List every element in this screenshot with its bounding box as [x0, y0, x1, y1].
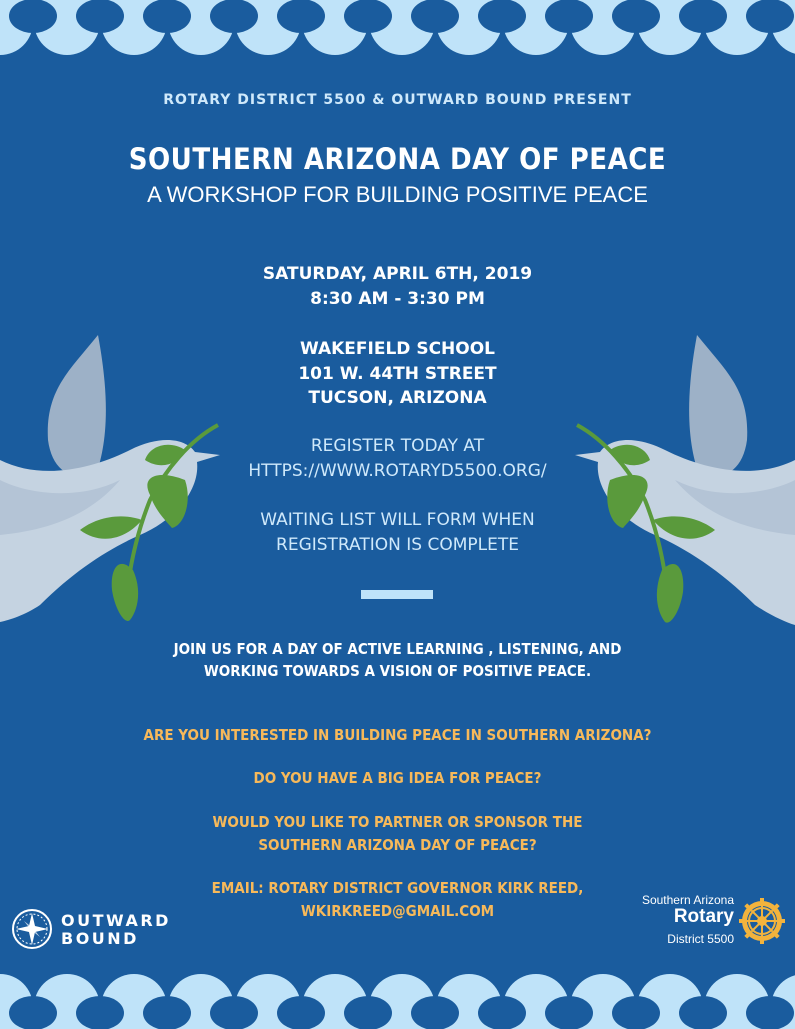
- register-label: REGISTER TODAY AT: [310, 436, 485, 456]
- outward-bound-logo-line-1: OUTWARD: [61, 911, 171, 930]
- question-partner-line-1: WOULD YOU LIKE TO PARTNER OR SPONSOR THE: [212, 813, 583, 831]
- right-dove-illustration: [565, 330, 795, 640]
- question-big-idea: DO YOU HAVE A BIG IDEA FOR PEACE?: [253, 769, 542, 787]
- event-subtitle: A WORKSHOP FOR BUILDING POSITIVE PEACE: [147, 182, 648, 207]
- presenter-line: ROTARY DISTRICT 5500 & OUTWARD BOUND PRESENT: [163, 92, 632, 108]
- question-partner-line-2: SOUTHERN ARIZONA DAY OF PEACE?: [258, 836, 537, 854]
- top-chain-border: [0, 0, 795, 62]
- waiting-line-1: WAITING LIST WILL FORM WHEN: [260, 510, 535, 530]
- invitation-line-2: WORKING TOWARDS A VISION OF POSITIVE PEACE.: [203, 662, 592, 680]
- outward-bound-logo-line-2: BOUND: [61, 929, 139, 948]
- bottom-chain-border: [0, 967, 795, 1029]
- waiting-line-2: REGISTRATION IS COMPLETE: [276, 534, 519, 555]
- rotary-logo-name: Rotary: [673, 906, 734, 927]
- invitation-line-1: JOIN US FOR A DAY OF ACTIVE LEARNING , LISTENING, AND: [173, 640, 622, 658]
- left-dove-illustration: [0, 330, 230, 630]
- question-building-peace: ARE YOU INTERESTED IN BUILDING PEACE IN SOUTHERN ARIZONA?: [143, 726, 652, 744]
- section-divider: [361, 590, 433, 599]
- venue-name: WAKEFIELD SCHOOL: [299, 339, 496, 359]
- event-datetime: [0, 262, 795, 311]
- contact-email[interactable]: WKIRKREED@GMAIL.COM: [300, 902, 495, 920]
- venue-city: TUCSON, ARIZONA: [308, 388, 487, 408]
- event-date: SATURDAY, APRIL 6TH, 2019: [262, 264, 533, 284]
- question-partner: [0, 811, 795, 857]
- venue-street: 101 W. 44TH STREET: [298, 363, 497, 384]
- event-time: 8:30 AM - 3:30 PM: [310, 288, 485, 309]
- invitation-text: [0, 638, 795, 682]
- event-title: SOUTHERN ARIZONA DAY OF PEACE: [128, 142, 667, 176]
- rotary-logo-region: Southern Arizona: [641, 893, 734, 907]
- contact-line: EMAIL: ROTARY DISTRICT GOVERNOR KIRK REED,: [211, 879, 584, 897]
- rotary-logo-district: District 5500: [667, 932, 734, 946]
- register-url[interactable]: HTTPS://WWW.ROTARYD5500.ORG/: [248, 460, 547, 481]
- rotary-wheel-icon: [738, 897, 786, 945]
